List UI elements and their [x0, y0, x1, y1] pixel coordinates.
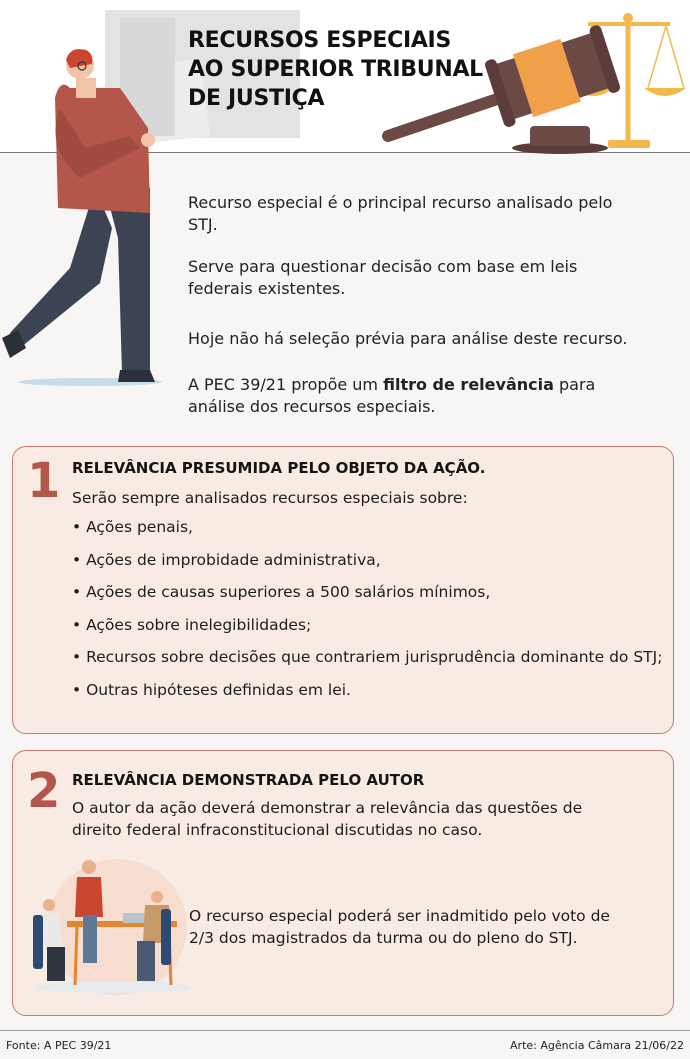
card-2-number: 2 — [27, 763, 61, 819]
card-presumed-relevance — [12, 446, 674, 734]
intro-p4-bold: filtro de relevância — [383, 375, 554, 394]
intro-paragraph-2: Serve para questionar decisão com base em leis federais existentes. — [188, 257, 578, 298]
intro-p4-before: A PEC 39/21 propõe um — [188, 375, 384, 394]
list-item: • Ações de causas superiores a 500 salários mínimos, — [72, 583, 491, 602]
footer — [0, 1030, 690, 1059]
card-demonstrated-relevance — [12, 750, 674, 1016]
card-1-number: 1 — [27, 453, 61, 509]
list-item: • Ações penais, — [72, 518, 193, 536]
page-title: RECURSOS ESPECIAIS AO SUPERIOR TRIBUNAL DE JUSTIÇA — [188, 28, 483, 111]
intro-paragraph-4 — [188, 374, 628, 418]
footer-credit: Arte: Agência Câmara 21/06/22 — [510, 1039, 684, 1052]
card-1-heading: RELEVÂNCIA PRESUMIDA PELO OBJETO DA AÇÃO. — [72, 459, 486, 477]
intro-paragraph-3: Hoje não há seleção prévia para análise deste recurso. — [188, 329, 628, 348]
list-item: • Outras hipóteses definidas em lei. — [72, 680, 351, 699]
card-2-note: O recurso especial poderá ser inadmitido pelo voto de 2/3 dos magistrados da turma ou do pleno do STJ. — [189, 907, 610, 947]
list-item: • Ações sobre inelegibilidades; — [72, 615, 312, 634]
list-item: • Ações de improbidade administrativa, — [72, 550, 381, 569]
judges-meeting-illustration — [27, 857, 199, 997]
list-item: • Recursos sobre decisões que contrariem jurisprudência dominante do STJ; — [72, 648, 663, 667]
card-1-list — [72, 517, 662, 713]
card-2-text: O autor da ação deverá demonstrar a relevância das questões de direito federal infraconstitucional discutidas no caso. — [72, 799, 583, 839]
intro-p4-after: para análise dos recursos especiais. — [188, 375, 596, 416]
card-2-heading: RELEVÂNCIA DEMONSTRADA PELO AUTOR — [72, 771, 425, 789]
card-1-lead: Serão sempre analisados recursos especiais sobre: — [72, 489, 468, 507]
footer-source: Fonte: A PEC 39/21 — [6, 1039, 112, 1052]
meeting-icon — [33, 859, 191, 995]
intro-paragraph-1: Recurso especial é o principal recurso analisado pelo STJ. — [188, 193, 613, 234]
